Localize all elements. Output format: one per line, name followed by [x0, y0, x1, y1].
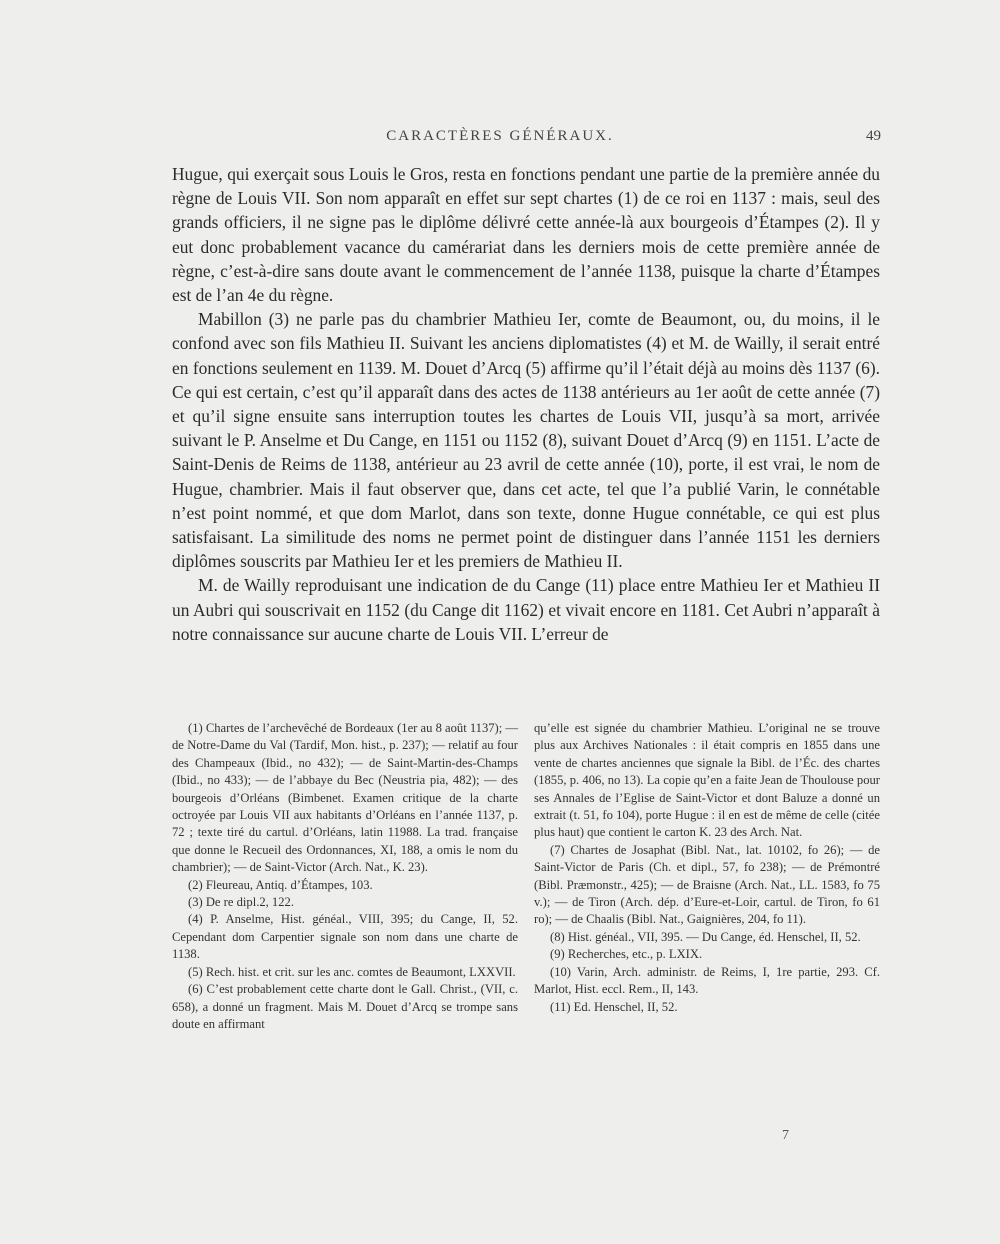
footnote: (1) Chartes de l’archevêché de Bordeaux (1er au 8 août 1137); — de Notre-Dame du Val (Tardif, Mon. hist., p. 237); — relatif au four des Champeaux (Ibid., no 432); — de Saint-Martin-des-Champs (Ibid., no 433); — de l’abbaye du Bec (Neustria pia, 482); — des bourgeois d’Orléans (Bimbenet. Examen critique de la charte octroyée par Louis VII aux habitants d’Orléans en l’année 1137, p. 72 ; texte tiré du cartul. d’Orléans, latin 11988. La trad. française que donne le Recueil des Ordonnances, XI, 188, a omis le nom du chambrier); — de Saint-Victor (Arch. Nat., K. 23).: [172, 721, 518, 875]
page-number: 49: [866, 128, 881, 144]
footnote: (7) Chartes de Josaphat (Bibl. Nat., lat. 10102, fo 26); — de Saint-Victor de Paris (Ch. et dipl., 57, fo 238); — de Prémontré (Bibl. Præmonstr., 425); — de Braisne (Arch. Nat., LL. 1583, fo 75 v.); — de Tiron (Arch. dép. d’Eure-et-Loir, cartul. de Tiron, fo 61 ro); — de Chaalis (Bibl. Nat., Gaignières, 204, fo 11).: [534, 842, 880, 927]
footnote: qu’elle est signée du chambrier Mathieu. L’original ne se trouve plus aux Archives Nationales : il était compris en 1855 dans une vente de chartes anciennes que signale la Bibl. de l’Éc. des chartes (1855, p. 406, no 13). La copie qu’en a faite Jean de Thoulouse pour ses Annales de l’Eglise de Saint-Victor et dont Baluze a donné un extrait (t. 51, fo 104), porte Hugue : il en est de même de celle (citée plus haut) que contient le carton K. 23 des Arch. Nat.: [534, 721, 880, 840]
running-title: CARACTÈRES GÉNÉRAUX.: [386, 128, 614, 144]
signature-mark: 7: [782, 1128, 789, 1143]
footnote: (4) P. Anselme, Hist. généal., VIII, 395; du Cange, II, 52. Cependant dom Carpentier signale son nom dans une charte de 1138.: [172, 912, 518, 962]
footnote: (10) Varin, Arch. administr. de Reims, I, 1re partie, 293. Cf. Marlot, Hist. eccl. Rem., II, 143.: [534, 964, 880, 997]
footnote: (9) Recherches, etc., p. LXIX.: [550, 947, 703, 962]
footnotes: [172, 720, 880, 1033]
footnote: (6) C’est probablement cette charte dont le Gall. Christ., (VII, c. 658), a donné un fragment. Mais M. Douet d’Arcq se trompe sans doute en affirmant: [172, 982, 518, 1031]
footnote: (11) Ed. Henschel, II, 52.: [550, 999, 678, 1014]
paragraph: M. de Wailly reproduisant une indication de du Cange (11) place entre Mathieu Ier et Mathieu II un Aubri qui souscrivait en 1152 (du Cange dit 1162) et vivait encore en 1181. Cet Aubri n’apparaît à notre connaissance sur aucune charte de Louis VII. L’erreur de: [172, 575, 880, 644]
main-text: [172, 162, 880, 646]
footnote: (2) Fleureau, Antiq. d’Étampes, 103.: [188, 877, 373, 892]
footnote: (5) Rech. hist. et crit. sur les anc. comtes de Beaumont, LXXVII.: [188, 964, 516, 979]
paragraph: Hugue, qui exerçait sous Louis le Gros, resta en fonctions pendant une partie de la première année du règne de Louis VII. Son nom apparaît en effet sur sept chartes (1) de ce roi en 1137 : mais, seul des grands officiers, il ne signe pas le diplôme délivré cette année-là aux bourgeois d’Étampes (2). Il y eut donc probablement vacance du camérariat dans les derniers mois de cette première année de règne, c’est-à-dire sans doute avant le commencement de l’année 1138, puisque la charte d’Étampes est de l’an 4e du règne.: [172, 164, 880, 306]
footnotes-right-column: [534, 720, 880, 1033]
footnotes-left-column: [172, 720, 518, 1033]
paragraph: Mabillon (3) ne parle pas du chambrier Mathieu Ier, comte de Beaumont, ou, du moins, il le confond avec son fils Mathieu II. Suivant les anciens diplomatistes (4) et M. de Wailly, il serait entré en fonctions seulement en 1139. M. Douet d’Arcq (5) affirme qu’il l’était déjà au moins dès 1137 (6). Ce qui est certain, c’est qu’il apparaît dans des actes de 1138 antérieurs au 1er août de cette année (7) et qu’il signe ensuite sans interruption toutes les chartes de Louis VII, jusqu’à sa mort, arrivée suivant le P. Anselme et Du Cange, en 1151 ou 1152 (8), suivant Douet d’Arcq (9) en 1151. L’acte de Saint-Denis de Reims de 1138, antérieur au 23 avril de cette année (10), porte, il est vrai, le nom de Hugue, chambrier. Mais il faut observer que, dans cet acte, tel que l’a publié Varin, le connétable n’est point nommé, et que dom Marlot, dans son texte, donne Hugue connétable, ce qui est plus satisfaisant. La similitude des noms ne permet point de distinguer dans l’année 1151 les derniers diplômes souscrits par Mathieu Ier et les premiers de Mathieu II.: [172, 309, 880, 572]
footnote: (3) De re dipl.2, 122.: [188, 895, 294, 910]
footnote: (8) Hist. généal., VII, 395. — Du Cange, éd. Henschel, II, 52.: [550, 929, 861, 944]
